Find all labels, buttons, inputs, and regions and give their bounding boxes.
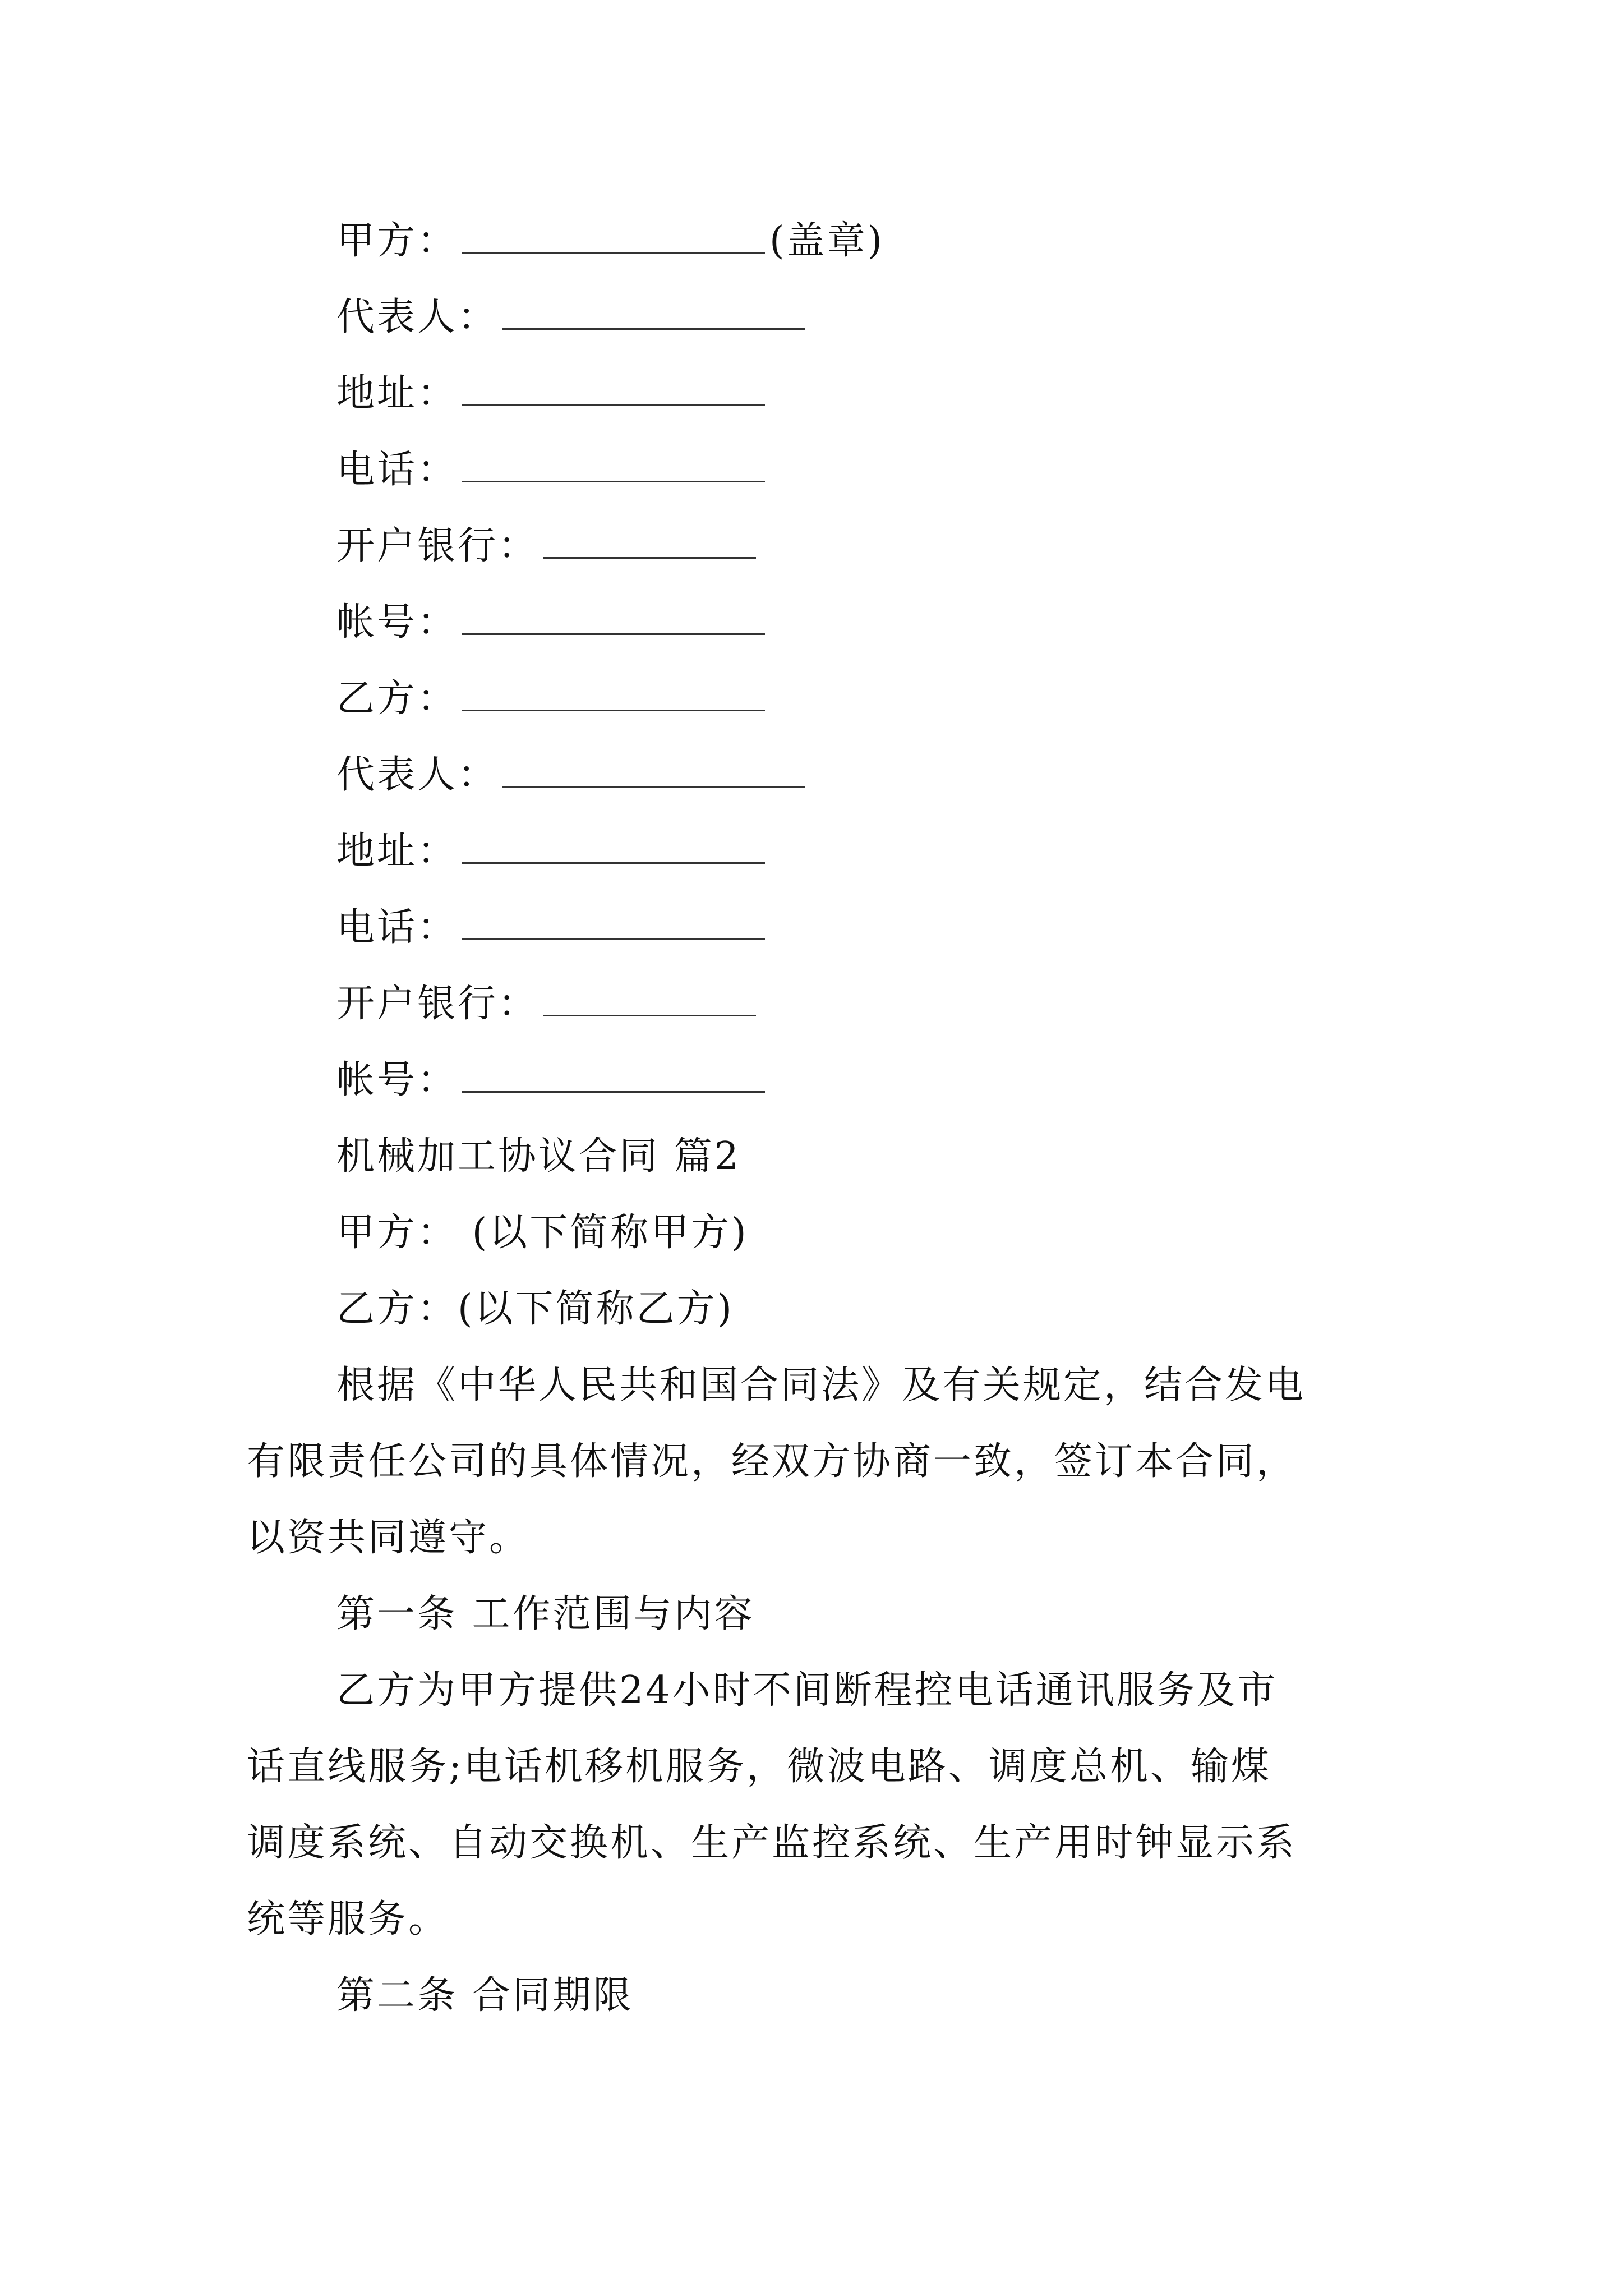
section-title: 机械加工协议合同 篇2 [336,1134,741,1179]
party-a-account-line [336,595,769,651]
intro-party-a: 甲方： (以下简称甲方) [336,1211,749,1255]
address-label: 地址： [336,371,458,416]
party-b-label: 乙方： [336,677,458,721]
bank-blank [543,980,756,1016]
rep-blank [502,751,805,788]
preamble-line-1: 根据《中华人民共和国合同法》及有关规定，结合发电 [336,1363,1306,1407]
bank-blank [543,522,756,559]
party-b-line [336,671,769,727]
account-blank [462,599,765,635]
account-label: 帐号： [336,600,458,645]
article-1-line-1: 乙方为甲方提供24小时不间断程控电话通讯服务及市 [336,1668,1278,1713]
address-blank [462,370,765,406]
article-1-line-2: 话直线服务;电话机移机服务，微波电路、调度总机、输煤 [247,1745,1271,1789]
phone-blank [462,446,765,482]
party-a-phone-line [336,442,769,498]
party-b-rep-line [336,747,810,803]
party-b-blank [462,675,765,711]
address-blank [462,827,765,864]
intro-party-b: 乙方：(以下简称乙方) [336,1287,735,1331]
phone-label: 电话： [336,905,458,950]
article-1-title: 第一条 工作范围与内容 [336,1592,755,1636]
bank-label: 开户银行： [336,524,539,568]
preamble-line-2: 有限责任公司的具体情况，经双方协商一致，签订本合同， [247,1439,1297,1484]
rep-blank [502,293,805,330]
party-a-label: 甲方： [336,219,458,263]
article-1-line-4: 统等服务。 [247,1897,449,1941]
preamble-line-3: 以资共同遵守。 [247,1516,530,1560]
article-1-line-3: 调度系统、自动交换机、生产监控系统、生产用时钟显示系 [247,1821,1297,1865]
party-a-line [336,213,884,269]
address-label: 地址： [336,829,458,873]
party-b-account-line [336,1052,769,1108]
phone-blank [462,904,765,940]
bank-label: 开户银行： [336,982,539,1026]
party-a-address-line [336,366,769,422]
party-b-phone-line [336,900,769,956]
party-a-bank-line [336,518,760,574]
party-b-bank-line [336,976,760,1032]
account-blank [462,1056,765,1093]
seal-label: (盖章) [769,219,885,263]
party-a-rep-line [336,289,810,346]
rep-label: 代表人： [336,753,499,797]
article-2-title: 第二条 合同期限 [336,1973,634,2018]
rep-label: 代表人： [336,295,499,339]
phone-label: 电话： [336,448,458,492]
party-b-address-line [336,823,769,880]
party-a-blank [462,217,765,254]
account-label: 帐号： [336,1058,458,1102]
